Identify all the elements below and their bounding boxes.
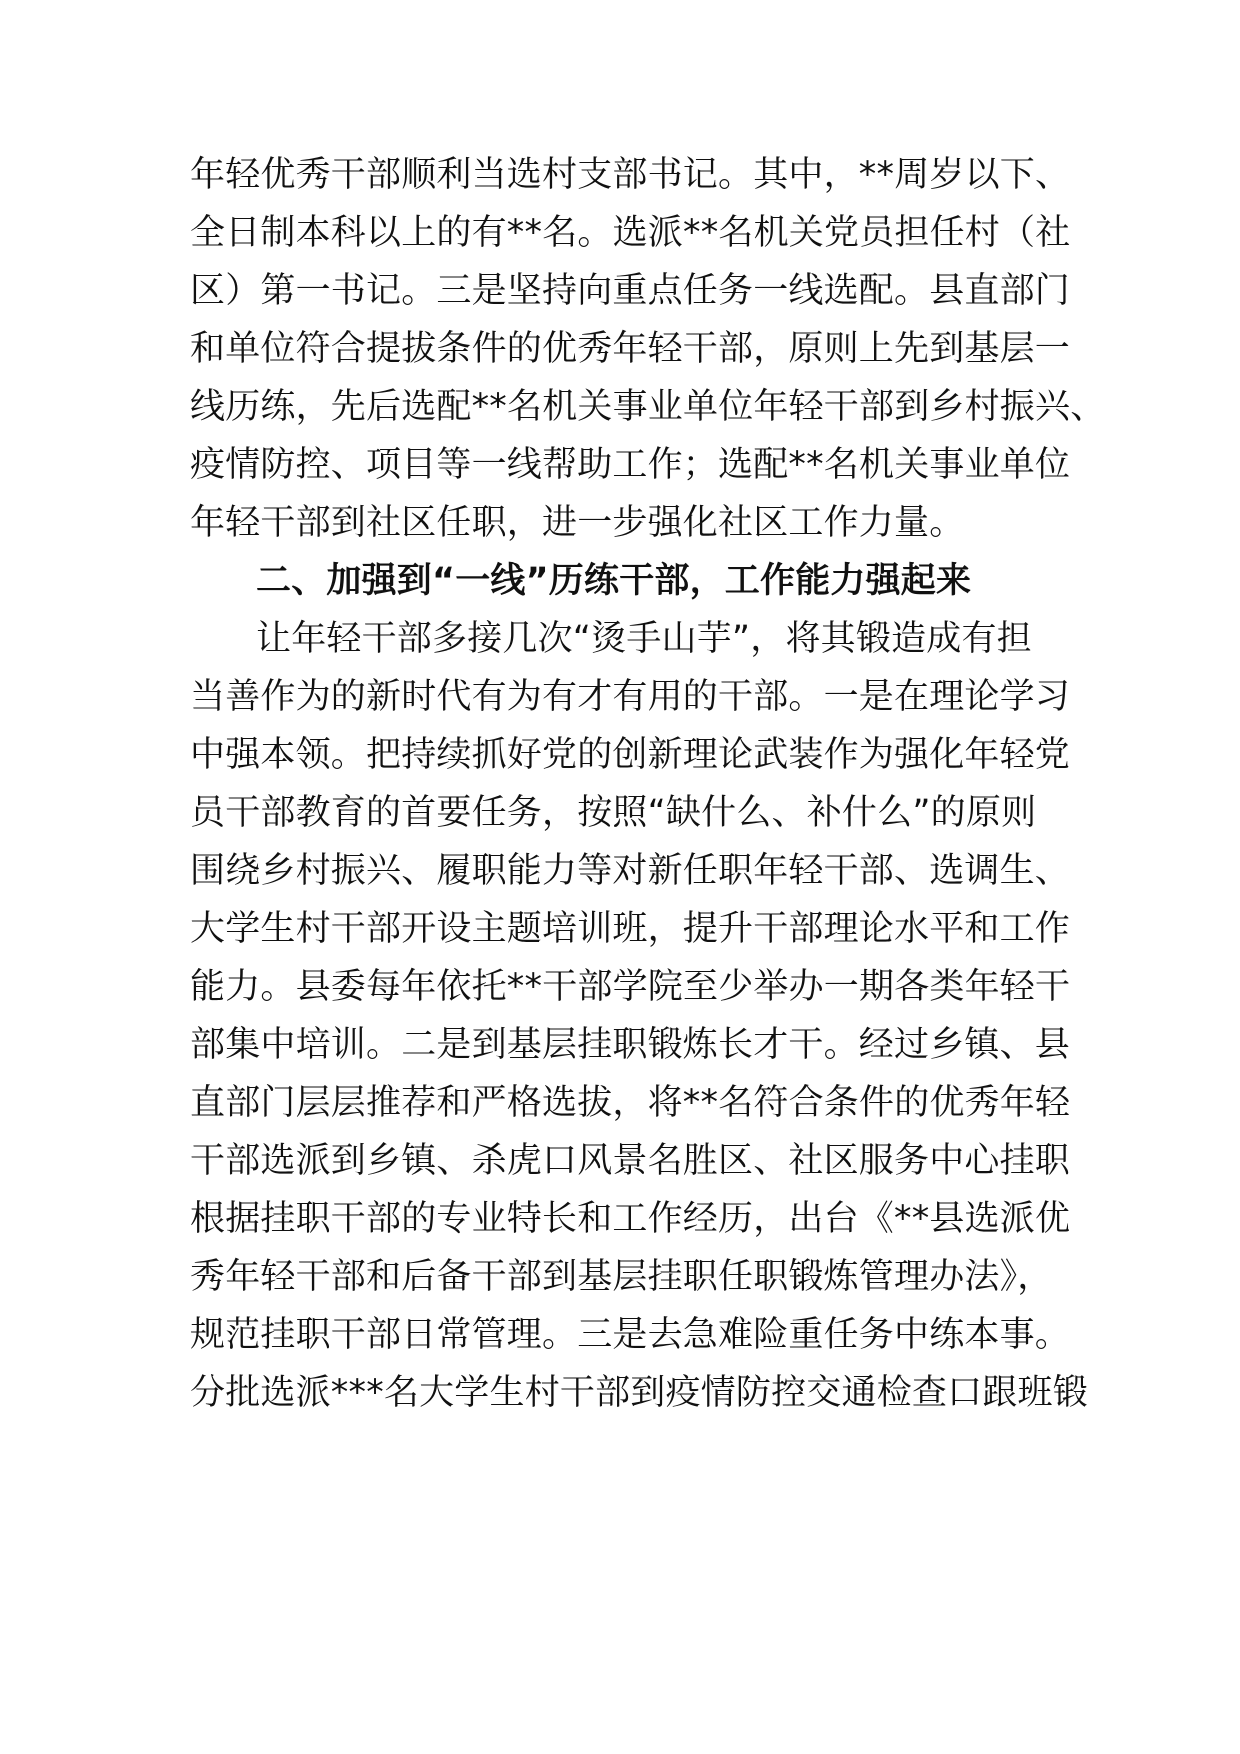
body-text-line: 中强本领。把持续抓好党的创新理论武装作为强化年轻党: [190, 735, 1071, 775]
body-text-line: 大学生村干部开设主题培训班，提升干部理论水平和工作: [190, 909, 1071, 949]
body-text-line: 年轻干部到社区任职，进一步强化社区工作力量。: [190, 503, 965, 543]
body-text-line: 能力。县委每年依托**干部学院至少举办一期各类年轻干: [190, 967, 1071, 1007]
body-text-line: 干部选派到乡镇、杀虎口风景名胜区、社区服务中心挂职: [190, 1141, 1071, 1181]
body-text-line: 直部门层层推荐和严格选拔，将**名符合条件的优秀年轻: [190, 1083, 1071, 1123]
body-text-line: 全日制本科以上的有**名。选派**名机关党员担任村（社: [190, 213, 1071, 253]
body-text-line: 秀年轻干部和后备干部到基层挂职任职锻炼管理办法》，: [190, 1257, 1053, 1297]
body-text-line: 员干部教育的首要任务，按照“缺什么、补什么”的原则: [190, 793, 1037, 833]
body-text-line: 和单位符合提拔条件的优秀年轻干部，原则上先到基层一: [190, 329, 1071, 369]
body-text-line: 让年轻干部多接几次“烫手山芋”，将其锻造成有担: [256, 619, 1032, 659]
body-text-line: 围绕乡村振兴、履职能力等对新任职年轻干部、选调生、: [190, 851, 1071, 891]
section-heading: 二、加强到“一线”历练干部，工作能力强起来: [256, 561, 972, 601]
body-text-line: 分批选派***名大学生村干部到疫情防控交通检查口跟班锻: [190, 1373, 1088, 1413]
body-text-line: 规范挂职干部日常管理。三是去急难险重任务中练本事。: [190, 1315, 1071, 1355]
body-text-line: 区）第一书记。三是坚持向重点任务一线选配。县直部门: [190, 271, 1071, 311]
body-text-line: 年轻优秀干部顺利当选村支部书记。其中，**周岁以下、: [190, 155, 1071, 195]
body-text-line: 根据挂职干部的专业特长和工作经历，出台《**县选派优: [190, 1199, 1071, 1239]
body-text-line: 线历练，先后选配**名机关事业单位年轻干部到乡村振兴、: [190, 387, 1106, 427]
body-text-line: 疫情防控、项目等一线帮助工作；选配**名机关事业单位: [190, 445, 1071, 485]
body-text-line: 部集中培训。二是到基层挂职锻炼长才干。经过乡镇、县: [190, 1025, 1071, 1065]
body-text-line: 当善作为的新时代有为有才有用的干部。一是在理论学习: [190, 677, 1071, 717]
